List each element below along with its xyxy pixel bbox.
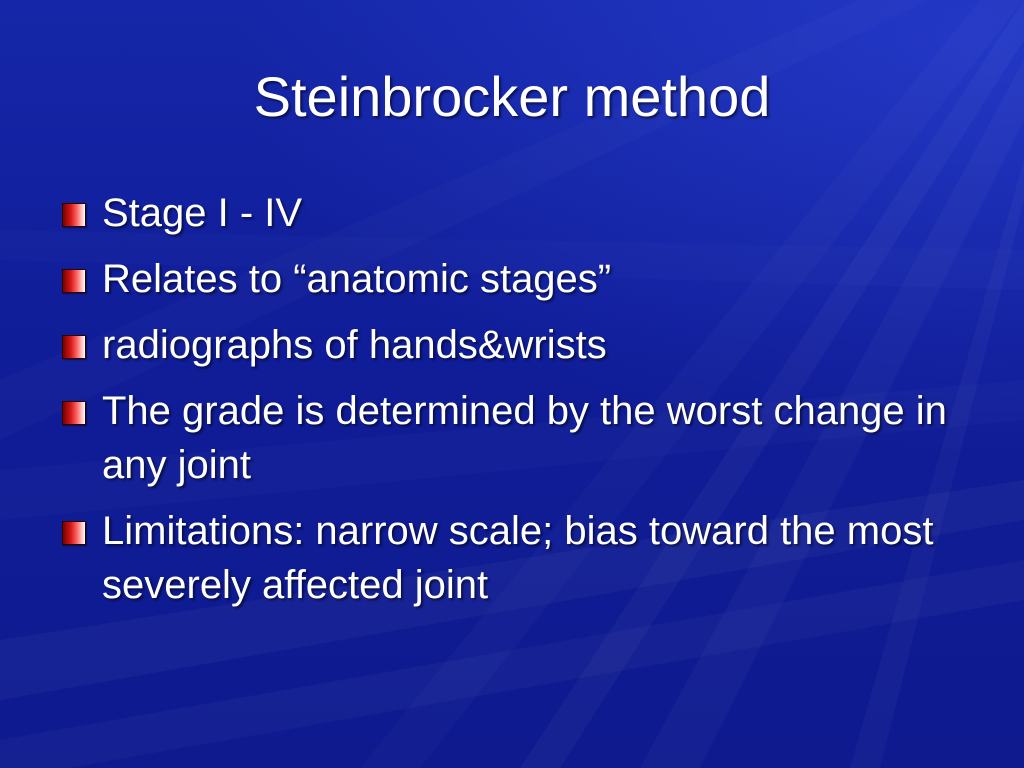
square-bullet-icon bbox=[62, 401, 86, 425]
bullet-item bbox=[62, 186, 982, 240]
slide-title: Steinbrocker method bbox=[253, 65, 771, 128]
bullet-text: The grade is determined by the worst change in any joint bbox=[102, 389, 947, 487]
bullet-text: radiographs of hands&wrists bbox=[102, 323, 607, 367]
bullet-item bbox=[62, 504, 982, 612]
bullet-text: Relates to “anatomic stages” bbox=[102, 257, 612, 301]
bullet-item bbox=[62, 252, 982, 306]
bullet-item bbox=[62, 318, 982, 372]
square-bullet-icon bbox=[62, 269, 86, 293]
bullet-list bbox=[62, 186, 982, 624]
bullet-item bbox=[62, 384, 982, 492]
square-bullet-icon bbox=[62, 521, 86, 545]
square-bullet-icon bbox=[62, 203, 86, 227]
square-bullet-icon bbox=[62, 335, 86, 359]
bullet-text: Limitations: narrow scale; bias toward the most severely affected joint bbox=[102, 509, 934, 607]
bullet-text: Stage I - IV bbox=[102, 191, 303, 235]
